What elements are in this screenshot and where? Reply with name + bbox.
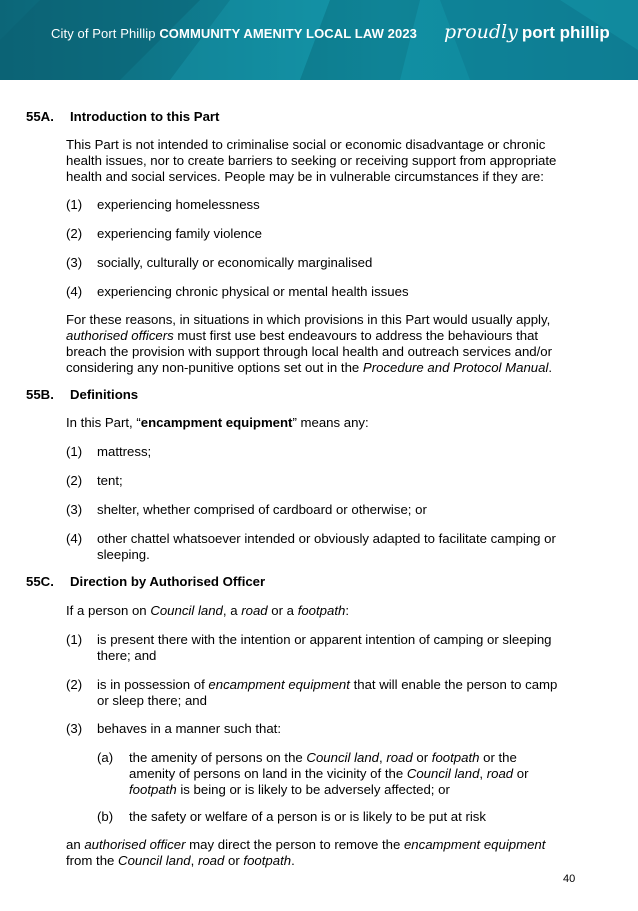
paragraph: This Part is not intended to criminalise social or economic disadvantage or chronic health issues, nor to create barriers to seeking or receiving support from appropriate health and social services. People may be in vulnerable circumstances if they are:	[66, 137, 557, 184]
page-header	[0, 0, 638, 80]
proudly-port-phillip-logo: proudly port phillip	[444, 21, 610, 43]
section-heading-55b: 55B. Definitions	[26, 387, 139, 402]
paragraph: an authorised officer may direct the person to remove the encampment equipment from the Council land, road or footpath.	[66, 837, 546, 868]
paragraph: For these reasons, in situations in which provisions in this Part would usually apply, authorised officers must first use best endeavours to address the behaviours that breach the provision with support through local health and outreach services and/or considering any non-punitive options set out in the Procedure and Protocol Manual.	[66, 312, 553, 375]
page-number: 40	[563, 873, 576, 885]
section-heading-55c: 55C. Direction by Authorised Officer	[26, 574, 266, 589]
paragraph: If a person on Council land, a road or a footpath:	[66, 603, 350, 618]
document-title: City of Port Phillip COMMUNITY AMENITY LOCAL LAW 2023	[51, 26, 418, 41]
paragraph: In this Part, “encampment equipment” means any:	[66, 415, 369, 430]
section-heading-55a: 55A. Introduction to this Part	[26, 109, 220, 124]
